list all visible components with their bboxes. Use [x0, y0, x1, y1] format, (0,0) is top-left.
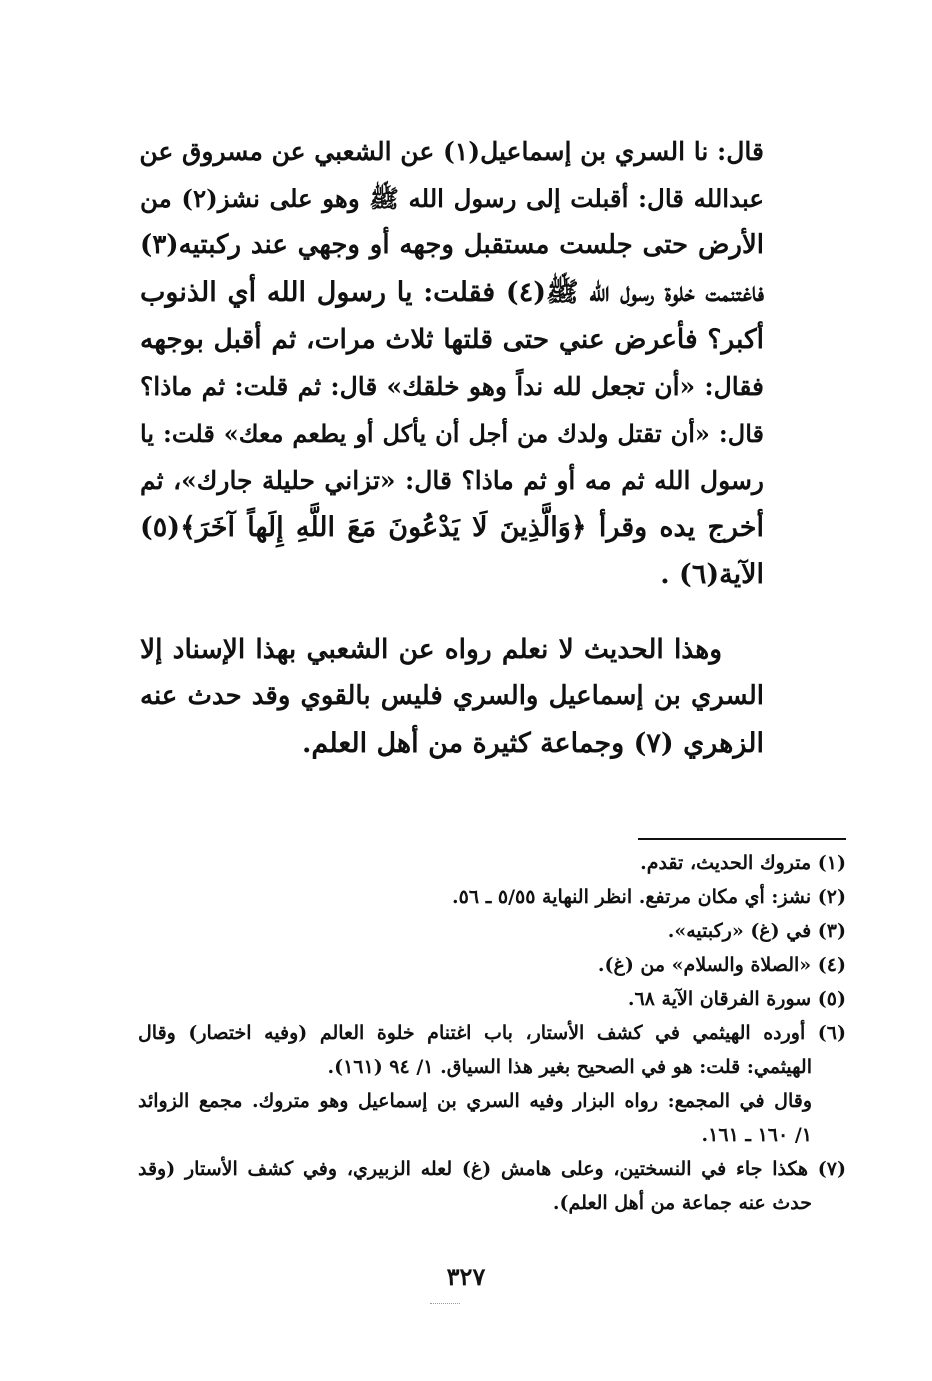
text-line: فقال: «أن تجعل لله نداً وهو خلقك» قال: ثم قلت: ثم ماذا؟	[140, 372, 764, 401]
footnote-continuation: الهيثمي: قلت: هو في الصحيح بغير هذا السياق. ١/ ٩٤ (١٦١).	[327, 1056, 812, 1078]
text-line: فاغتنمت خلوة رسول الله ﷺ(٤) فقلت: يا رسول الله أي الذنوب	[140, 277, 764, 308]
footnote-continuation: حدث عنه جماعة من أهل العلم).	[552, 1192, 812, 1214]
footnote: (٢) نشز: أي مكان مرتفع. انظر النهاية ٥/٥٥ ـ ٥٦.	[452, 886, 846, 908]
text-line: الآية(٦) .	[660, 559, 764, 590]
footnote: (٤) «الصلاة والسلام» من (غ).	[597, 954, 846, 976]
text-line: وهذا الحديث لا نعلم رواه عن الشعبي بهذا الإسناد إلا	[140, 634, 722, 665]
footnote: (٧) هكذا جاء في النسختين، وعلى هامش (غ) لعله الزبيري، وفي كشف الأستار (وقد	[138, 1158, 846, 1180]
paragraph-2	[140, 626, 764, 767]
footnote-divider	[638, 838, 846, 840]
main-text	[140, 128, 764, 767]
page-number: ٣٢٧	[446, 1262, 486, 1291]
text-line: السري بن إسماعيل والسري فليس بالقوي وقد حدث عنه	[140, 681, 764, 711]
text-line: رسول الله ثم مه أو ثم ماذا؟ قال: «تزاني حليلة جارك»، ثم	[140, 466, 764, 495]
text-line: الزهري (٧) وجماعة كثيرة من أهل العلم.	[302, 728, 764, 759]
footnote: (٦) أورده الهيثمي في كشف الأستار، باب اغتنام خلوة العالم (وفيه اختصار) وقال	[138, 1022, 846, 1044]
footnote: (١) متروك الحديث، تقدم.	[640, 852, 846, 874]
footnotes	[138, 846, 846, 1220]
scan-mark	[430, 1303, 460, 1304]
text-line: قال: «أن تقتل ولدك من أجل أن يأكل أو يطعم معك» قلت: يا	[140, 419, 764, 448]
footnote-continuation: وقال في المجمع: رواه البزار وفيه السري بن إسماعيل وهو متروك. مجمع الزوائد	[138, 1090, 812, 1112]
text-line: عبدالله قال: أقبلت إلى رسول الله ﷺ وهو على نشز(٢) من	[140, 184, 764, 213]
footnote: (٥) سورة الفرقان الآية ٦٨.	[627, 988, 846, 1010]
text-line: أكبر؟ فأعرض عني حتى قلتها ثلاث مرات، ثم أقبل بوجهه	[140, 324, 764, 355]
text-line: أخرج يده وقرأ ﴿وَالَّذِينَ لَا يَدْعُونَ مَعَ اللَّهِ إِلَهاً آخَرَ﴾(٥)	[140, 512, 764, 543]
text-line: الأرض حتى جلست مستقبل وجهه أو وجهي عند ركبتيه(٣)	[140, 230, 764, 260]
text-line: قال: نا السري بن إسماعيل(١) عن الشعبي عن مسروق عن	[139, 137, 764, 166]
footnote: (٣) في (غ) «ركبتيه».	[667, 920, 846, 942]
footnote-continuation: ١/ ١٦٠ ـ ١٦١.	[701, 1124, 812, 1146]
